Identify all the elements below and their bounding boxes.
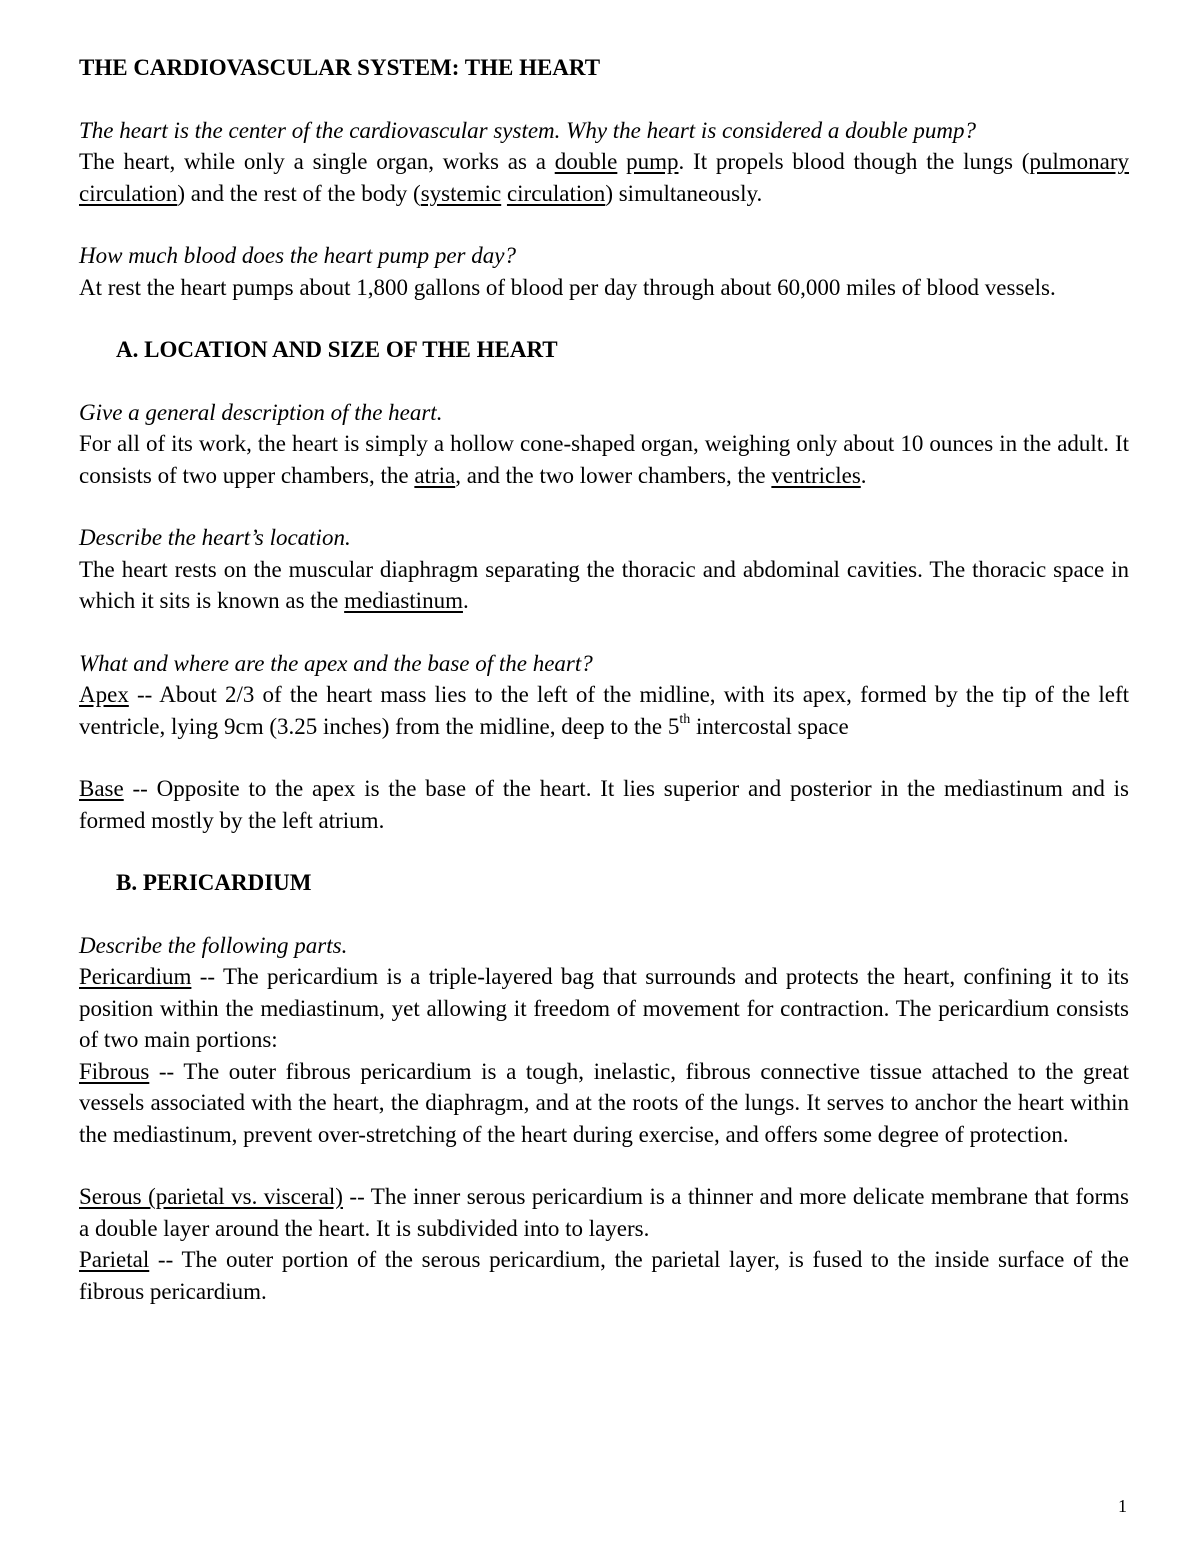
answer-fibrous: Fibrous -- The outer fibrous pericardium is a tough, inelastic, fibrous connective tissue attached to the great vessels associated with the heart, the diaphragm, and at the roots of the lungs. It serves to anchor the heart within the mediastinum, prevent over-stretching of the heart during exercise, and offers some degree of protection. (79, 1058, 1129, 1147)
term-mediastinum: mediastinum (344, 588, 463, 613)
term-atria: atria (414, 462, 456, 488)
answer-pericardium: Pericardium -- The pericardium is a triple-layered bag that surrounds and protects the heart, confining it to its position within the mediastinum, yet allowing it freedom of movement for contraction. The pericardium consists of two main portions: (79, 964, 1129, 1052)
term-serous: Serous (parietal vs. visceral) (79, 1184, 343, 1209)
intro-blood-per-day (79, 240, 1129, 303)
question-general-description: Give a general description of the heart. (79, 399, 443, 425)
question-pericardium-parts: Describe the following parts. (79, 932, 348, 958)
apex-and-base (79, 648, 1129, 743)
question-blood-per-day: How much blood does the heart pump per day? (79, 243, 516, 268)
question-double-pump: The heart is the center of the cardiovascular system. Why the heart is considered a double pump? (79, 117, 977, 143)
term-fibrous: Fibrous (79, 1058, 150, 1084)
serous-parietal (79, 1181, 1129, 1307)
intro-double-pump (79, 115, 1129, 210)
term-circulation-2: circulation (506, 180, 606, 206)
section-heading-location: A. LOCATION AND SIZE OF THE HEART (116, 337, 558, 362)
pericardium-parts (79, 930, 1129, 1151)
term-pericardium: Pericardium (79, 964, 192, 989)
document-page (79, 52, 1129, 1307)
term-ventricles: ventricles (771, 462, 861, 488)
answer-blood-per-day: At rest the heart pumps about 1,800 gallons of blood per day through about 60,000 miles of blood vessels. (79, 274, 1056, 300)
answer-double-pump: The heart, while only a single organ, works as a double pump. It propels blood though the lungs (pulmonary circulation) and the rest of the body (systemic circulation) simultaneously. (79, 149, 1130, 206)
section-heading-pericardium: B. PERICARDIUM (116, 870, 312, 895)
document-title: THE CARDIOVASCULAR SYSTEM: THE HEART (79, 55, 601, 80)
term-apex: Apex (79, 682, 129, 707)
superscript-th: th (679, 711, 691, 727)
question-heart-location: Describe the heart’s location. (79, 525, 351, 550)
answer-serous: Serous (parietal vs. visceral) -- The inner serous pericardium is a thinner and more delicate membrane that forms a double layer around the heart. It is subdivided into to layers. (79, 1184, 1129, 1241)
term-double: double (554, 149, 618, 174)
page-number: 1 (1118, 1496, 1127, 1516)
answer-heart-location: The heart rests on the muscular diaphragm separating the thoracic and abdominal cavities. The thoracic space in which it sits is known as the mediastinum. (79, 556, 1129, 613)
answer-parietal: Parietal -- The outer portion of the serous pericardium, the parietal layer, is fused to the inside surface of the fibrous pericardium. (79, 1247, 1129, 1304)
term-circulation: circulation (79, 180, 178, 206)
base-block (79, 773, 1129, 836)
answer-apex: Apex -- About 2/3 of the heart mass lies to the left of the midline, with its apex, formed by the tip of the left ventricle, lying 9cm (3.25 inches) from the midline, deep to the 5th intercostal space (79, 682, 1129, 739)
term-pulmonary: pulmonary (1029, 149, 1130, 174)
term-parietal: Parietal (79, 1247, 150, 1272)
term-systemic: systemic (420, 180, 502, 206)
answer-general-description: For all of its work, the heart is simply a hollow cone-shaped organ, weighing only about 10 ounces in the adult. It consists of two upper chambers, the atria, and the two lower chambers, the ventricles. (79, 431, 1129, 488)
answer-base: Base -- Opposite to the apex is the base of the heart. It lies superior and posterior in the mediastinum and is formed mostly by the left atrium. (79, 776, 1129, 833)
heart-location (79, 522, 1129, 617)
term-base: Base (79, 776, 124, 801)
general-description (79, 397, 1129, 492)
question-apex-base: What and where are the apex and the base of the heart? (79, 650, 593, 676)
term-pump: pump (626, 149, 679, 174)
